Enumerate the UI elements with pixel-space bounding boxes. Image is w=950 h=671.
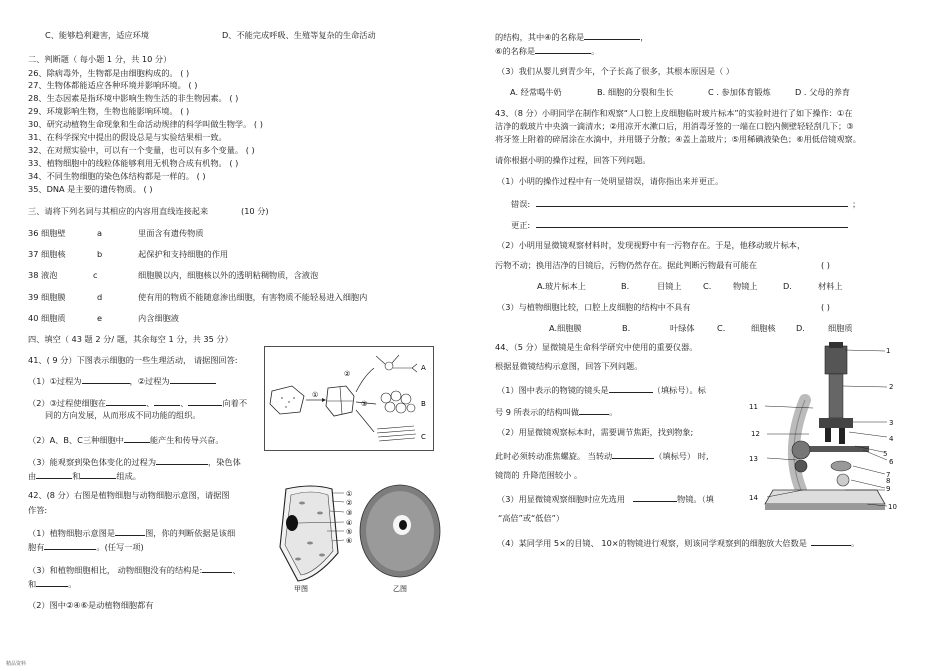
option: 物镜上 [733, 281, 758, 291]
judge-item: 35、DNA 是主要的遗传物质。 ( ) [28, 184, 153, 194]
q25-option-c: C、能够趋利避害，适应环境 [45, 30, 149, 40]
q41-2-cont: 同的方向发展，从而形成不同功能的组织。 [45, 410, 201, 420]
option: A. 经常喝牛奶 [510, 87, 562, 97]
answer-blank[interactable] [202, 563, 232, 573]
answer-blank[interactable] [170, 374, 216, 384]
match-desc: 细胞膜以内，细胞核以外的透明粘稠物质，含液泡 [138, 270, 319, 280]
judge-item: 34、不同生物细胞的染色体结构都是一样的。 ( ) [28, 171, 206, 181]
page-footer: 精品资料 [6, 661, 27, 667]
option: 细胞质 [828, 323, 853, 333]
part-number: 9 [886, 485, 891, 493]
judge-item: 33、植物细胞中的线粒体能够利用无机物合成有机物。 ( ) [28, 158, 239, 168]
section-2-title: 二、判断题（ 每小题 1 分，共 10 分） [28, 54, 172, 64]
part-number: 8 [886, 477, 891, 485]
q43-2-cont: 污物不动；换用洁净的目镜后，污物仍然存在。据此判断污物最有可能在 [495, 260, 758, 270]
answer-blank[interactable] [188, 396, 222, 406]
answer-blank[interactable] [156, 455, 208, 465]
answer-blank[interactable] [36, 469, 72, 479]
q41-4: （3）能观察到染色体变化的过程为 ，染色体 [28, 457, 241, 467]
part-number: 4 [889, 435, 894, 443]
answer-blank[interactable] [584, 30, 640, 40]
judge-item: 30、研究动植物生命现象和生命活动规律的科学叫做生物学。 ( ) [28, 119, 263, 129]
judge-item: 29、环境影响生物，生物也能影响环境。 ( ) [28, 106, 190, 116]
cell-activity-figure [264, 346, 434, 451]
option: 叶绿体 [670, 323, 695, 333]
q44-1: （1）图中表示的物镜的镜头是 （填标号）。标 [497, 385, 706, 395]
match-term: 37 细胞核 [28, 249, 66, 259]
answer-blank[interactable] [609, 383, 653, 393]
q42-sub-3: （3）我们从婴儿到青少年，个子长高了很多，其根本原因是（ ） [497, 66, 735, 76]
match-letter: b [97, 249, 103, 259]
process-label: ③ [361, 400, 368, 408]
cell-type-label: B [421, 400, 426, 408]
q44-2: （2）用显微镜观察标本时，需要调节焦距，找到物象; [497, 427, 694, 437]
part-number: 1 [886, 347, 891, 355]
match-desc: 起保护和支持细胞的作用 [138, 249, 229, 259]
part-number: 5 [883, 450, 888, 458]
option-letter: C. [717, 323, 726, 333]
judge-item: 26、除病毒外，生物都是由细胞构成的。 ( ) [28, 68, 190, 78]
answer-paren: ( ) [821, 302, 830, 312]
q42-2: （2）图中②④⑥是动植物细胞都有 [28, 600, 154, 610]
judge-item: 31、在科学探究中提出的假设总是与实验结果相一致。 [28, 132, 227, 142]
structure-number: ⑥ [346, 537, 353, 545]
part-number: 6 [889, 458, 894, 466]
q42-3: （3）和植物细胞相比， 动物细胞没有的结构是: 、 [28, 565, 241, 575]
match-desc: 使有用的物质不能随意渗出细胞，有害物质不能轻易进入细胞内 [138, 292, 368, 302]
q43-text: 洁净的载玻片中央滴一滴清水；②用凉开水漱口后，用消毒牙签的一端在口腔内侧壁轻轻刮几下；③ [495, 121, 854, 131]
structure-number: ④ [346, 519, 353, 527]
answer-blank[interactable] [36, 577, 68, 587]
option: A.细胞膜 [549, 323, 582, 333]
q41-title: 41、( 9 分）下图表示细胞的一些生理活动， 请据图回答: [28, 355, 238, 365]
answer-blank[interactable] [82, 374, 130, 384]
q42-title-cont: 作答: [28, 505, 48, 515]
option: C . 参加体育锻炼 [708, 87, 771, 97]
part-number: 14 [749, 494, 758, 502]
cell-type-label: A [421, 364, 426, 372]
q42-2-cont: 的结构，其中④的名称是 ， [495, 32, 649, 42]
q43-2: （2）小明用显微镜观察材料时，发现视野中有一污物存在。于是，他移动玻片标本， [497, 240, 806, 250]
q42-1: （1）植物细胞示意图是 图，你的判断依据是该细 [28, 528, 236, 538]
option: A.玻片标本上 [537, 281, 586, 291]
judge-item: 27、生物体都能适应各种环境并影响环境。 ( ) [28, 80, 198, 90]
option-letter: D. [783, 281, 792, 291]
q41-1: （1）①过程为 ，②过程为 [28, 374, 216, 387]
option: 材料上 [818, 281, 843, 291]
q44-3-cont: “高倍”或“低倍”） [498, 513, 565, 523]
part-number: 11 [749, 403, 758, 411]
structure-number: ⑤ [346, 528, 353, 536]
answer-paren: ( ) [821, 260, 830, 270]
q42-3-cont: 和 。 [28, 579, 77, 589]
figure-label-yi: 乙图 [393, 585, 407, 593]
q44-title: 44、（5 分）显微镜是生命科学研究中使用的重要仪器。 [495, 342, 698, 352]
q43-text: 43、（8 分）小明同学在制作和观察“人口腔上皮细胞临时玻片标本”的实验时进行了如下操作：①在 [495, 108, 853, 118]
q41-2: （2）③过程使细胞在 、 、 向着不 [28, 398, 248, 408]
option: 细胞核 [751, 323, 776, 333]
q41-3: （2）A、B、C三种细胞中 能产生和传导兴奋。 [28, 435, 224, 445]
q43-error-line: 错误: ； [511, 199, 861, 209]
answer-blank[interactable] [579, 405, 609, 415]
answer-blank[interactable] [633, 492, 677, 502]
option: 目镜上 [657, 281, 682, 291]
section-4-title: 四、填空（ 43 题 2 分/ 题，其余每空 1 分，共 35 分） [28, 334, 233, 344]
answer-blank[interactable] [535, 44, 591, 54]
q44-sub: 根据显微镜结构示意图，回答下列问题。 [495, 361, 643, 371]
answer-blank[interactable] [44, 540, 96, 550]
match-letter: a [97, 228, 103, 238]
match-letter: d [97, 292, 103, 302]
part-number: 2 [889, 383, 894, 391]
part-number: 12 [751, 430, 760, 438]
plant-animal-cell-figure [272, 483, 442, 595]
answer-blank[interactable] [612, 449, 654, 459]
answer-blank[interactable] [80, 469, 116, 479]
answer-blank[interactable] [154, 396, 180, 406]
process-label: ② [344, 370, 351, 378]
option-letter: B. [622, 323, 631, 333]
answer-blank[interactable] [124, 433, 150, 443]
process-label: ① [312, 391, 319, 399]
q42-1-cont: 胞有 。(任写一项) [28, 542, 144, 552]
judge-item: 28、生态因素是指环境中影响生物生活的非生物因素。 ( ) [28, 93, 239, 103]
answer-blank[interactable] [536, 218, 848, 228]
match-term: 40 细胞质 [28, 313, 66, 323]
option: B. 细胞的分裂和生长 [597, 87, 674, 97]
q43-3: （3）与植物细胞比较，口腔上皮细胞的结构中不具有 [497, 302, 691, 312]
match-desc: 里面含有遗传物质 [138, 228, 204, 238]
structure-number: ② [346, 499, 353, 507]
option-letter: D. [796, 323, 805, 333]
cell-type-label: C [421, 433, 426, 441]
match-term: 36 细胞壁 [28, 228, 66, 238]
answer-blank[interactable] [106, 396, 146, 406]
match-term: 38 液泡 [28, 270, 58, 280]
answer-blank[interactable] [536, 197, 848, 207]
q43-text: 将牙签上附着的碎屑涂在水滴中，并用镊子分散；④盖上盖玻片；⑤用稀碘液染色；⑥用低倍镜观察。 [495, 134, 861, 144]
match-letter: c [93, 270, 98, 280]
microscope-figure [745, 340, 905, 520]
structure-number: ③ [346, 509, 353, 517]
q42-2-cont-2: ⑥的名称是 。 [495, 46, 600, 56]
part-number: 7 [886, 471, 891, 479]
section-3-score: (10 分) [241, 206, 269, 216]
part-number: 13 [749, 455, 758, 463]
q44-4: （4）某同学用 5×的目镜、 10×的物镜进行观察，则该同学观察到的细胞放大倍数是 。 [497, 538, 860, 548]
q43-1: （1）小明的操作过程中有一处明显错误，请你指出来并更正。 [497, 176, 724, 186]
answer-blank[interactable] [811, 536, 851, 546]
q44-2-cont: 此时必须转动准焦螺旋。 当转动 （填标号） 时, [495, 451, 709, 461]
part-number: 10 [888, 503, 897, 511]
match-letter: e [97, 313, 103, 323]
q43-fix-line: 更正: [511, 218, 848, 231]
section-3-title: 三、请将下列名词与其相应的内容用直线连接起来 [28, 206, 209, 216]
q44-3: （3）用显微镜观察细胞时应先选用 物镜。（填 [497, 494, 714, 504]
q41-4-cont: 由 和 组成。 [28, 471, 141, 481]
q43-text: 请你根据小明的操作过程，回答下列问题。 [495, 155, 651, 165]
match-desc: 内含细胞液 [138, 313, 179, 323]
option-letter: C. [703, 281, 712, 291]
option-letter: B. [621, 281, 630, 291]
q25-option-d: D、不能完成呼吸、生殖等复杂的生命活动 [222, 30, 376, 40]
microscope-icon [765, 342, 888, 510]
part-number: 3 [889, 419, 894, 427]
judge-item: 32、在对照实验中，可以有一个变量，也可以有多个变量。 ( ) [28, 145, 255, 155]
q42-title: 42、(8 分）右图是植物细胞与动物细胞示意图，请据图 [28, 490, 230, 500]
q44-1-cont: 号 9 所表示的结构叫做 。 [495, 407, 618, 417]
answer-blank[interactable] [115, 526, 145, 536]
figure-label-jia: 甲图 [294, 585, 308, 593]
option: D . 父母的养育 [795, 87, 851, 97]
structure-number: ① [346, 490, 353, 498]
q44-2-cont-2: 镜筒的 升降范围较小 。 [495, 470, 583, 480]
match-term: 39 细胞膜 [28, 292, 66, 302]
